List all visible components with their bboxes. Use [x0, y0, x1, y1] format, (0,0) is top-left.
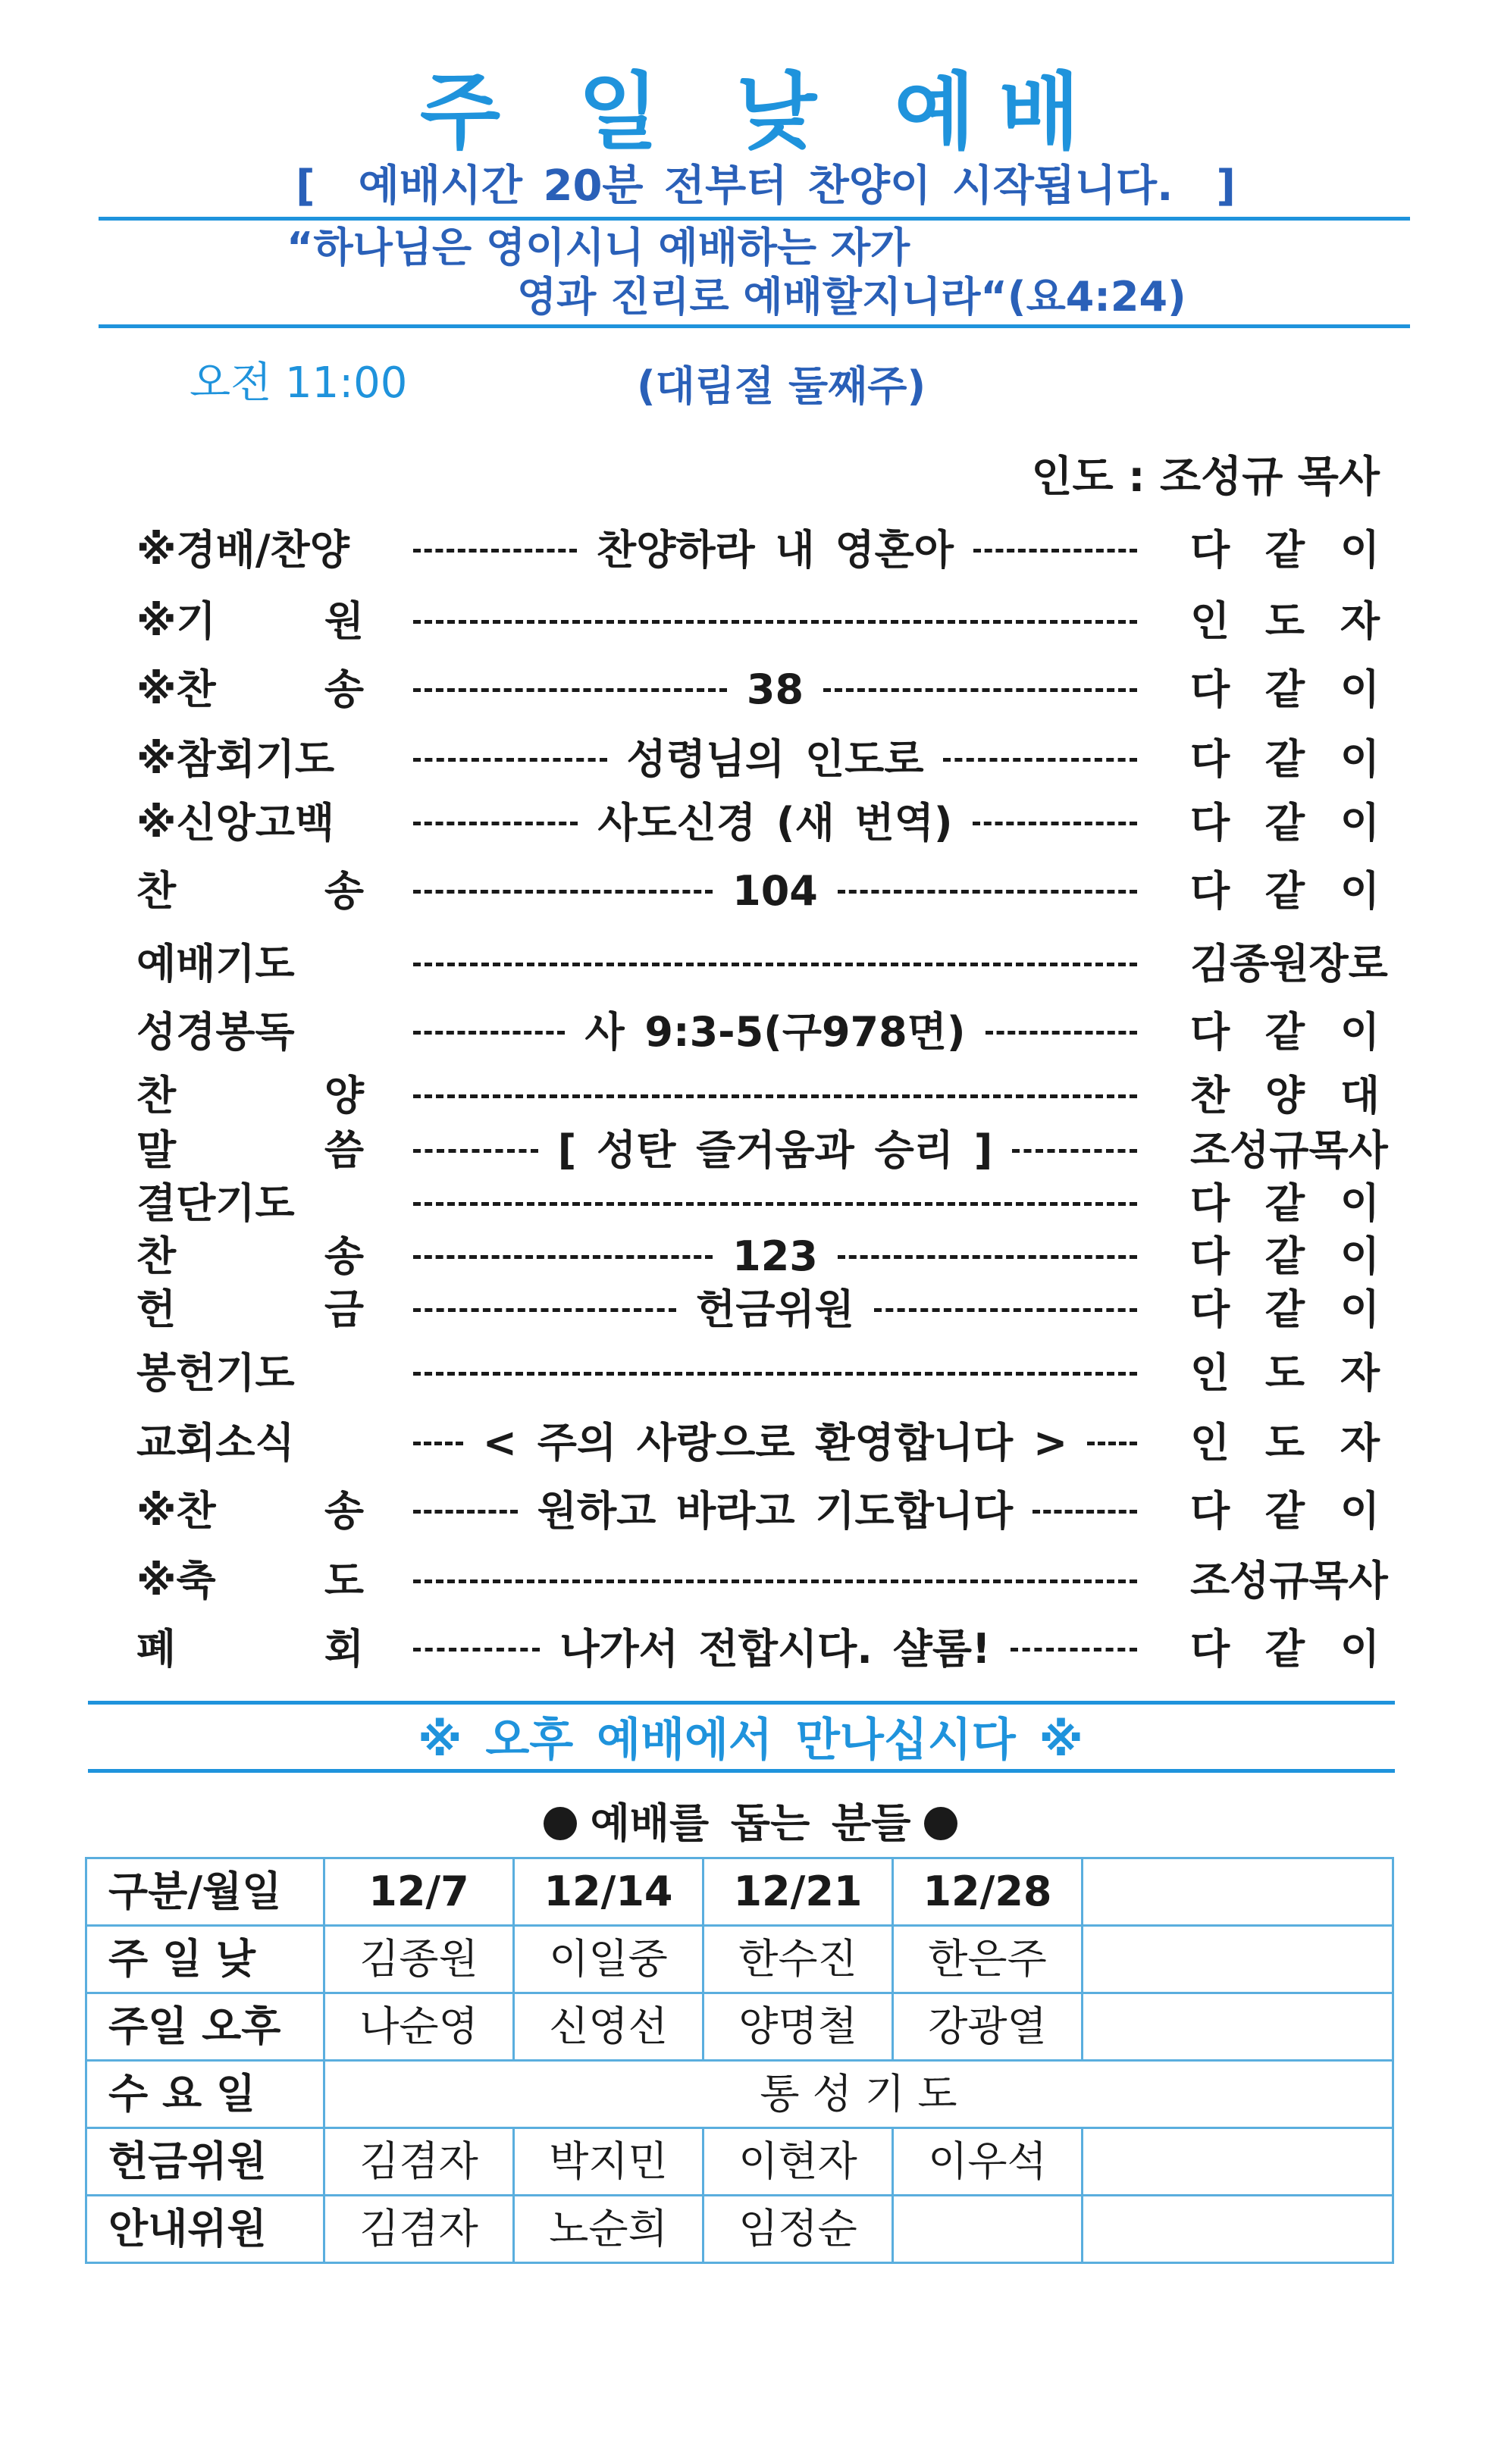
label-segment: 이	[1340, 1487, 1380, 1535]
label-segment: 금	[324, 1285, 364, 1333]
label-segment: 같	[1264, 1625, 1305, 1673]
label-segment: 이	[1340, 1179, 1380, 1227]
order-responsible	[1190, 1226, 1380, 1287]
label-segment: 다	[1190, 799, 1230, 847]
dashed-line	[413, 822, 578, 825]
table-cell: 노순희	[514, 2196, 703, 2263]
helpers-title	[0, 1795, 1501, 1852]
label-segment: 다	[1190, 1625, 1230, 1673]
page-title: 주 일 낮 예배	[419, 64, 1105, 161]
order-row	[0, 1002, 1501, 1063]
order-leader-line	[413, 1066, 1137, 1126]
label-segment: ※축	[136, 1557, 216, 1605]
order-item-text: 104	[732, 867, 818, 915]
table-cell: 한수진	[703, 1926, 893, 1993]
order-row	[0, 729, 1501, 790]
order-row	[0, 1120, 1501, 1181]
dashed-line	[413, 688, 727, 692]
label-segment: ※찬	[136, 665, 216, 713]
table-cell: 신영선	[514, 1993, 703, 2061]
notice-text: 예배시간 20분 전부터 찬양이 시작됩니다.	[358, 161, 1174, 211]
afternoon-notice: ※ 오후 예배에서 만나십시다 ※	[418, 1714, 1083, 1767]
label-segment: 다	[1190, 735, 1230, 783]
row-header: 주일 오후	[86, 1993, 324, 2061]
order-item-text: 헌금위원	[696, 1285, 854, 1333]
table-cell: 김겸자	[324, 2196, 514, 2263]
order-row	[0, 861, 1501, 922]
label-segment: 같	[1264, 799, 1305, 847]
table-cell: 나순영	[324, 1993, 514, 2061]
label-segment: 도	[324, 1557, 364, 1605]
column-header: 구분/월일	[86, 1858, 324, 1926]
service-time: 오전 11:00	[190, 358, 408, 408]
label-segment: 다	[1190, 665, 1230, 713]
order-leader-line	[413, 520, 1137, 581]
order-responsible	[1190, 520, 1380, 581]
order-item-text: 나가서 전합시다. 샬롬!	[559, 1625, 991, 1673]
label-segment: 인	[1190, 1419, 1230, 1467]
row-header: 수 요 일	[86, 2061, 324, 2128]
label-segment: 같	[1264, 1232, 1305, 1280]
order-leader-line	[413, 659, 1137, 720]
order-leader-line	[413, 1551, 1137, 1611]
dashed-line	[1011, 1648, 1137, 1652]
merged-cell: 통 성 기 도	[324, 2061, 1393, 2128]
order-row	[0, 1279, 1501, 1340]
dashed-line	[413, 1202, 1137, 1206]
label-segment: 다	[1190, 867, 1230, 915]
order-responsible	[1190, 1002, 1380, 1063]
order-responsible	[1190, 1343, 1380, 1404]
order-label: ※참회기도	[136, 735, 335, 783]
order-responsible	[1190, 591, 1380, 652]
order-label	[136, 591, 364, 652]
dashed-line	[413, 1442, 463, 1445]
label-segment: 이	[1340, 1008, 1380, 1056]
label-segment: 회	[324, 1625, 364, 1673]
table-cell: 이우석	[893, 2128, 1083, 2196]
table-cell: 이현자	[703, 2128, 893, 2196]
label-segment: 찬	[136, 1232, 177, 1280]
order-label: 교회소식	[136, 1419, 295, 1467]
order-row	[0, 1413, 1501, 1473]
label-segment: 폐	[136, 1625, 177, 1673]
order-label: 예배기도	[136, 940, 295, 988]
label-segment: ※찬	[136, 1487, 216, 1535]
order-item-text: 123	[732, 1232, 818, 1280]
order-responsible	[1190, 1619, 1380, 1680]
label-segment: 대	[1340, 1072, 1380, 1119]
label-segment: 이	[1340, 1625, 1380, 1673]
label-segment: 자	[1340, 1349, 1380, 1397]
dashed-line	[973, 549, 1137, 553]
order-responsible	[1190, 1413, 1380, 1473]
order-leader-line	[413, 1619, 1137, 1680]
order-responsible	[1190, 1066, 1380, 1126]
divider-pm-bottom	[88, 1769, 1395, 1773]
order-responsible	[1190, 1279, 1380, 1340]
label-segment: 말	[136, 1126, 177, 1174]
dashed-line	[823, 688, 1137, 692]
label-segment: 다	[1190, 1179, 1230, 1227]
label-segment: 같	[1264, 1285, 1305, 1333]
order-label	[136, 1619, 364, 1680]
row-header: 주 일 낮	[86, 1926, 324, 1993]
dashed-line	[413, 963, 1137, 966]
order-label: 성경봉독	[136, 1008, 295, 1056]
label-segment: ※기	[136, 597, 216, 645]
order-label: ※경배/찬양	[136, 526, 349, 574]
bullet-dot-icon	[544, 1807, 577, 1840]
dashed-line	[413, 1648, 540, 1652]
label-segment: 같	[1264, 735, 1305, 783]
label-segment: 인	[1190, 1349, 1230, 1397]
label-segment: 이	[1340, 735, 1380, 783]
notice-open-bracket: [	[296, 161, 315, 211]
label-segment: 같	[1264, 665, 1305, 713]
dashed-line	[413, 1580, 1137, 1583]
dashed-line	[413, 1308, 676, 1312]
dashed-line	[1012, 1149, 1137, 1153]
order-row	[0, 659, 1501, 720]
order-leader-line	[413, 1343, 1137, 1404]
dashed-line	[986, 1031, 1137, 1035]
order-label: 결단기도	[136, 1179, 295, 1227]
column-header: 12/14	[514, 1858, 703, 1926]
order-leader-line	[413, 793, 1137, 853]
order-row	[0, 520, 1501, 581]
order-leader-line	[413, 591, 1137, 652]
label-segment: 씀	[324, 1126, 364, 1174]
row-header: 헌금위원	[86, 2128, 324, 2196]
order-responsible	[1190, 729, 1380, 790]
dashed-line	[413, 1510, 518, 1514]
table-cell: 김종원	[324, 1926, 514, 1993]
order-item-text: < 주의 사랑으로 환영합니다 >	[482, 1419, 1068, 1467]
label-segment: 이	[1340, 665, 1380, 713]
order-row	[0, 1343, 1501, 1404]
order-responsible	[1190, 793, 1380, 853]
order-leader-line	[413, 1120, 1137, 1181]
label-segment: 같	[1264, 526, 1305, 574]
label-segment: 다	[1190, 1232, 1230, 1280]
order-label	[136, 659, 364, 720]
order-item-text: 찬양하라 내 영혼아	[597, 526, 954, 574]
table-cell	[1083, 2196, 1393, 2263]
table-cell: 양명철	[703, 1993, 893, 2061]
label-segment: 인	[1190, 597, 1230, 645]
table-row	[86, 2196, 1393, 2263]
label-segment: 송	[324, 665, 364, 713]
label-segment: 같	[1264, 867, 1305, 915]
divider-pm-top	[88, 1701, 1395, 1705]
order-item-text: [ 성탄 즐거움과 승리 ]	[557, 1126, 993, 1174]
order-row	[0, 1226, 1501, 1287]
order-responsible: 김종원장로	[1190, 940, 1388, 988]
dashed-line	[973, 822, 1137, 825]
order-label	[136, 861, 364, 922]
order-label: ※신앙고백	[136, 799, 335, 847]
order-responsible: 조성규목사	[1190, 1557, 1388, 1605]
order-item-text: 원하고 바라고 기도합니다	[537, 1487, 1014, 1535]
order-row	[0, 1173, 1501, 1234]
dashed-line	[943, 758, 1137, 762]
liturgical-week: (대림절 둘째주)	[637, 362, 926, 410]
order-leader-line	[413, 1481, 1137, 1542]
dashed-line	[413, 620, 1137, 624]
label-segment: 원	[324, 597, 364, 645]
label-segment: 양	[1264, 1072, 1305, 1119]
order-row	[0, 1619, 1501, 1680]
column-header	[1083, 1858, 1393, 1926]
label-segment: 다	[1190, 1285, 1230, 1333]
order-responsible	[1190, 1481, 1380, 1542]
label-segment: 다	[1190, 1008, 1230, 1056]
order-leader-line	[413, 1279, 1137, 1340]
label-segment: 이	[1340, 1285, 1380, 1333]
dashed-line	[413, 549, 577, 553]
order-row	[0, 1066, 1501, 1126]
table-cell	[1083, 2128, 1393, 2196]
dashed-line	[413, 1031, 565, 1035]
helpers-title-text: 예배를 돕는 분들	[590, 1799, 911, 1847]
order-label	[136, 1120, 364, 1181]
dashed-line	[413, 1149, 538, 1153]
order-label	[136, 1551, 364, 1611]
label-segment: 다	[1190, 1487, 1230, 1535]
order-leader-line	[413, 729, 1137, 790]
label-segment: 송	[324, 1487, 364, 1535]
dashed-line	[413, 1094, 1137, 1098]
order-label	[136, 1279, 364, 1340]
label-segment: 도	[1264, 1419, 1305, 1467]
dashed-line	[413, 758, 607, 762]
order-row	[0, 1551, 1501, 1611]
dashed-line	[874, 1308, 1137, 1312]
label-segment: 자	[1340, 1419, 1380, 1467]
label-segment: 찬	[1190, 1072, 1230, 1119]
order-leader-line	[413, 1173, 1137, 1234]
label-segment: 같	[1264, 1008, 1305, 1056]
dashed-line	[413, 890, 713, 894]
order-leader-line	[413, 934, 1137, 994]
label-segment: 도	[1264, 1349, 1305, 1397]
divider-top	[99, 217, 1410, 221]
dashed-line	[838, 890, 1137, 894]
label-segment: 다	[1190, 526, 1230, 574]
order-item-text: 사도신경 (새 번역)	[597, 799, 953, 847]
table-header-row	[86, 1858, 1393, 1926]
label-segment: 찬	[136, 1072, 177, 1119]
order-responsible	[1190, 1173, 1380, 1234]
dashed-line	[838, 1255, 1137, 1259]
order-item-text: 사 9:3-5(구978면)	[584, 1008, 966, 1056]
order-leader-line	[413, 861, 1137, 922]
table-cell: 한은주	[893, 1926, 1083, 1993]
label-segment: 송	[324, 867, 364, 915]
table-cell	[1083, 1926, 1393, 1993]
helpers-table	[85, 1857, 1394, 2264]
table-cell: 박지민	[514, 2128, 703, 2196]
notice-close-bracket: ]	[1216, 161, 1236, 211]
label-segment: 이	[1340, 1232, 1380, 1280]
table-cell: 김겸자	[324, 2128, 514, 2196]
label-segment: 찬	[136, 867, 177, 915]
column-header: 12/7	[324, 1858, 514, 1926]
verse-line-2: 영과 진리로 예배할지니라“(요4:24)	[517, 273, 1186, 321]
order-responsible: 조성규목사	[1190, 1126, 1388, 1174]
table-cell	[893, 2196, 1083, 2263]
order-item-text: 38	[746, 665, 804, 713]
order-item-text: 성령님의 인도로	[626, 735, 924, 783]
order-row	[0, 1481, 1501, 1542]
divider-bottom	[99, 324, 1410, 328]
dashed-line	[413, 1372, 1137, 1376]
label-segment: 도	[1264, 597, 1305, 645]
table-row	[86, 2061, 1393, 2128]
order-row	[0, 793, 1501, 853]
label-segment: 양	[324, 1072, 364, 1119]
order-label: 봉헌기도	[136, 1349, 295, 1397]
table-row	[86, 2128, 1393, 2196]
label-segment: 이	[1340, 867, 1380, 915]
dashed-line	[413, 1255, 713, 1259]
order-label	[136, 1481, 364, 1542]
dashed-line	[1087, 1442, 1137, 1445]
table-cell	[1083, 1993, 1393, 2061]
order-leader-line	[413, 1002, 1137, 1063]
verse-line-1: “하나님은 영이시니 예배하는 자가	[287, 224, 910, 271]
table-row	[86, 1993, 1393, 2061]
table-cell: 임정순	[703, 2196, 893, 2263]
label-segment: 송	[324, 1232, 364, 1280]
order-leader-line	[413, 1226, 1137, 1287]
order-row	[0, 934, 1501, 994]
label-segment: 같	[1264, 1487, 1305, 1535]
label-segment: 자	[1340, 597, 1380, 645]
order-label	[136, 1066, 364, 1126]
label-segment: 헌	[136, 1285, 177, 1333]
column-header: 12/28	[893, 1858, 1083, 1926]
label-segment: 이	[1340, 799, 1380, 847]
label-segment: 같	[1264, 1179, 1305, 1227]
dashed-line	[1033, 1510, 1137, 1514]
order-responsible	[1190, 861, 1380, 922]
label-segment: 이	[1340, 526, 1380, 574]
service-leader: 인도 : 조성규 목사	[1031, 452, 1380, 502]
order-responsible	[1190, 659, 1380, 720]
bullet-dot-icon	[924, 1807, 957, 1840]
column-header: 12/21	[703, 1858, 893, 1926]
table-row	[86, 1926, 1393, 1993]
row-header: 안내위원	[86, 2196, 324, 2263]
table-cell: 강광열	[893, 1993, 1083, 2061]
table-cell: 이일중	[514, 1926, 703, 1993]
order-row	[0, 591, 1501, 652]
order-leader-line	[413, 1413, 1137, 1473]
order-label	[136, 1226, 364, 1287]
